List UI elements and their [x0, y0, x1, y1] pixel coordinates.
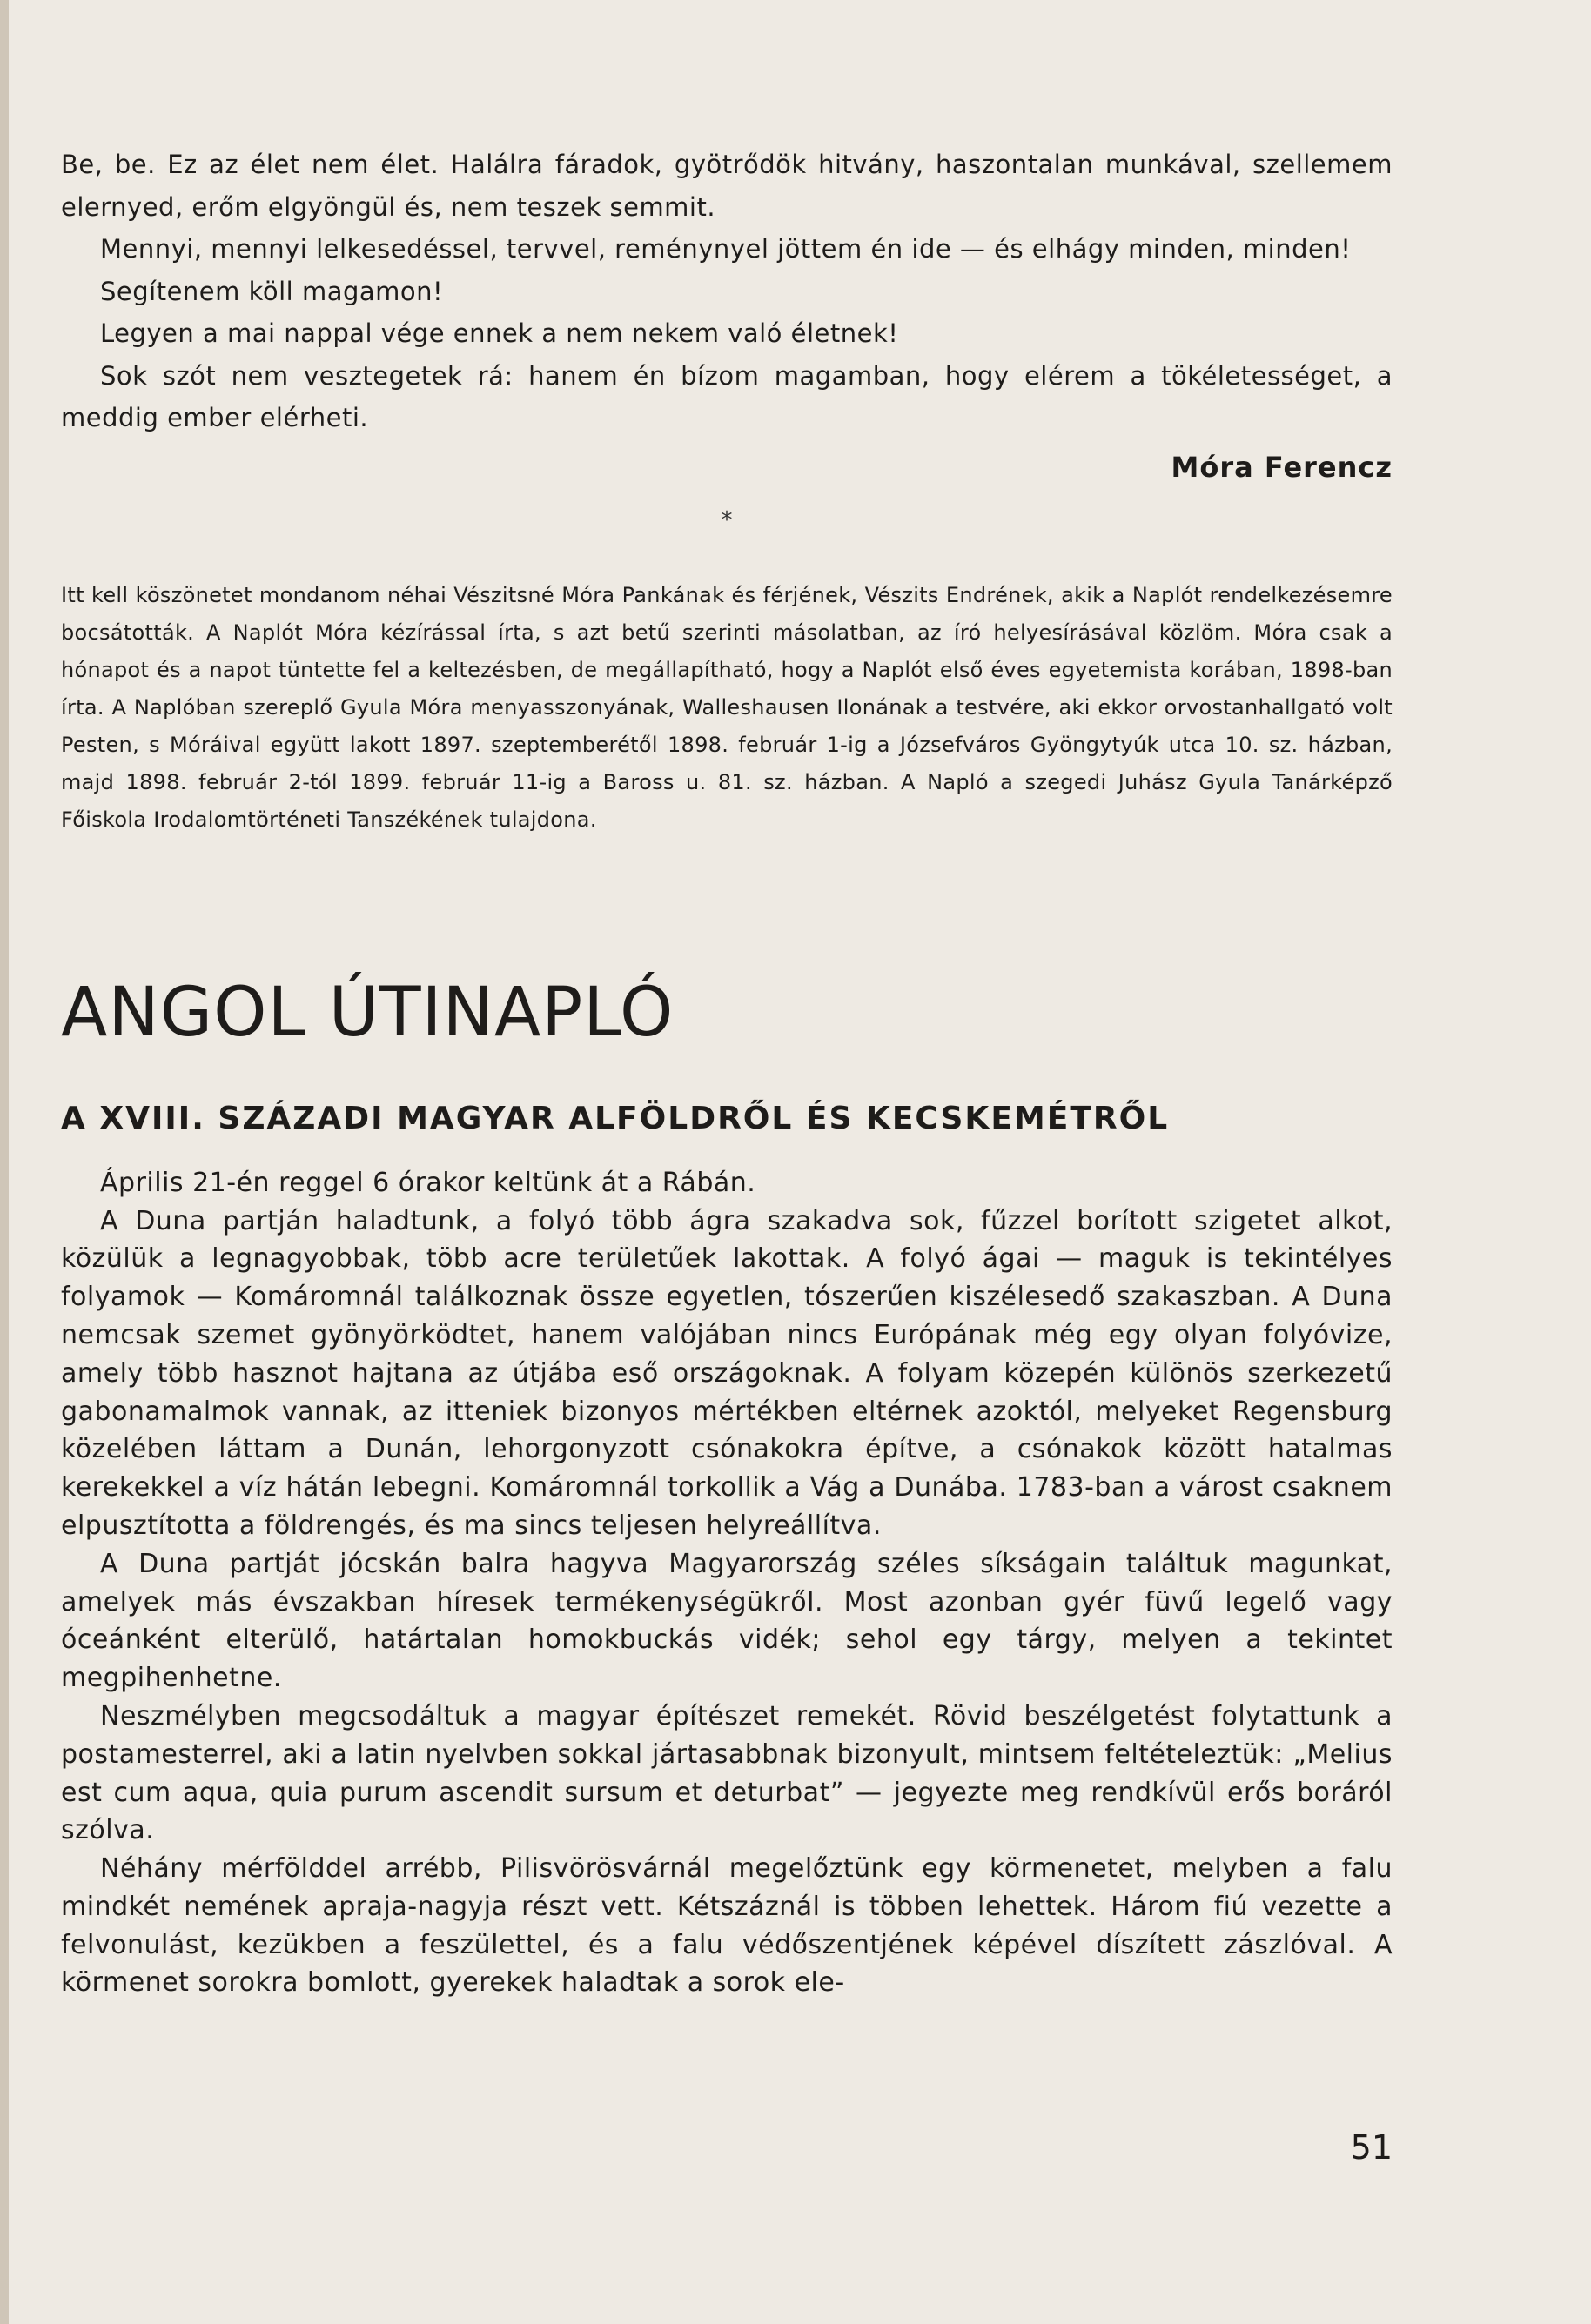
- body-paragraph: Néhány mérfölddel arrébb, Pilisvörösvárnál megelőztünk egy körmenetet, melyben a falu mindkét nemének apraja-nagyja részt vett. Kétszáznál is többen lehettek. Három fiú vezette a felvonulást, kezükben a feszülettel, és a falu védőszentjének képével díszített zászlóval. A körmenet sorokra bomlott, gyerekek haladtak a sorok ele-: [61, 1853, 1393, 1999]
- body-paragraph: Neszmélyben megcsodáltuk a magyar építészet remekét. Rövid beszélgetést folytattunk a postamesterrel, aki a latin nyelvben sokkal jártasabbnak bizonyult, mintsem feltételeztük: „Melius est cum aqua, quia purum ascendit sursum et deturbat” — jegyezte meg rendkívül erős boráról szólva.: [61, 1700, 1393, 1846]
- editor-note: [61, 577, 1393, 839]
- body-paragraph: Április 21-én reggel 6 órakor keltünk át a Rábán.: [100, 1167, 756, 1198]
- article-subtitle: A XVIII. SZÁZADI MAGYAR ALFÖLDRŐL ÉS KECSKEMÉTRŐL: [61, 1100, 1170, 1136]
- body-paragraph: A Duna partján haladtunk, a folyó több ágra szakadva sok, fűzzel borított szigetet alkot, közülük a legnagyobbak, több acre területűek lakottak. A folyó ágai — maguk is tekintélyes folyamok — Komáromnál találkoznak össze egyetlen, tószerűen kiszélesedő szakaszban. A Duna nemcsak szemet gyönyörködtet, hanem valójában nincs Európának még egy olyan folyóvize, amely több hasznot hajtana az útjába eső országoknak. A folyam közepén különös szerkezetű gabonamalmok vannak, az itteniek bizonyos mértékben eltérnek azoktól, melyeket Regensburg közelében láttam a Dunán, lehorgonyzott csónakokra építve, a csónakok között hatalmas kerekekkel a víz hátán lebegni. Komáromnál torkollik a Vág a Dunába. 1783-ban a várost csaknem elpusztította a földrengés, és ma sincs teljesen helyreállítva.: [61, 1205, 1393, 1541]
- scan-edge: [0, 0, 9, 2324]
- article-title: ANGOL ÚTINAPLÓ: [61, 973, 675, 1052]
- author-signature: Móra Ferencz: [1171, 450, 1393, 484]
- diary-paragraph: Legyen a mai nappal vége ennek a nem nekem való életnek!: [100, 318, 899, 348]
- page: [61, 144, 1393, 2002]
- diary-paragraph: Segítenem köll magamon!: [100, 276, 444, 306]
- page-number: 51: [1350, 2128, 1393, 2167]
- diary-paragraph: Sok szót nem vesztegetek rá: hanem én bízom magamban, hogy elérem a tökéletességet, a meddig ember elérheti.: [61, 360, 1393, 432]
- note-text: Itt kell köszönetet mondanom néhai Vészitsné Móra Pankának és férjének, Vészits Endrének, akik a Naplót rendelkezésemre bocsátották. A Naplót Móra kézírással írta, s azt betű szerinti másolatban, az író helyesírásával közlöm. Móra csak a hónapot és a napot tüntette fel a keltezésben, de megállapítható, hogy a Naplót első éves egyetemista korában, 1898-ban írta. A Naplóban szereplő Gyula Móra menyasszonyának, Walleshausen Ilonának a testvére, aki ekkor orvostanhallgató volt Pesten, s Móráival együtt lakott 1897. szeptemberétől 1898. február 1-ig a Józsefváros Gyöngytyúk utca 10. sz. házban, majd 1898. február 2-tól 1899. február 11-ig a Baross u. 81. sz. házban. A Napló a szegedi Juhász Gyula Tanárképző Főiskola Irodalomtörténeti Tanszékének tulajdona.: [61, 582, 1393, 832]
- article-body: [61, 1164, 1393, 2003]
- body-paragraph: A Duna partját jócskán balra hagyva Magyarország széles síkságain találtuk magunkat, amelyek más évszakban híresek termékenységükről. Most azonban gyér füvű legelő vagy óceánként elterülő, határtalan homokbuckás vidék; sehol egy tárgy, melyen a tekintet megpihenhetne.: [61, 1548, 1393, 1694]
- diary-excerpt: [61, 144, 1393, 488]
- diary-paragraph: Be, be. Ez az élet nem élet. Halálra fáradok, gyötrődök hitvány, haszontalan munkával, szellemem elernyed, erőm elgyöngül és, nem teszek semmit.: [61, 150, 1393, 222]
- diary-paragraph: Mennyi, mennyi lelkesedéssel, tervvel, reménynyel jöttem én ide — és elhágy minden, minden!: [100, 234, 1352, 264]
- section-separator: *: [721, 506, 733, 533]
